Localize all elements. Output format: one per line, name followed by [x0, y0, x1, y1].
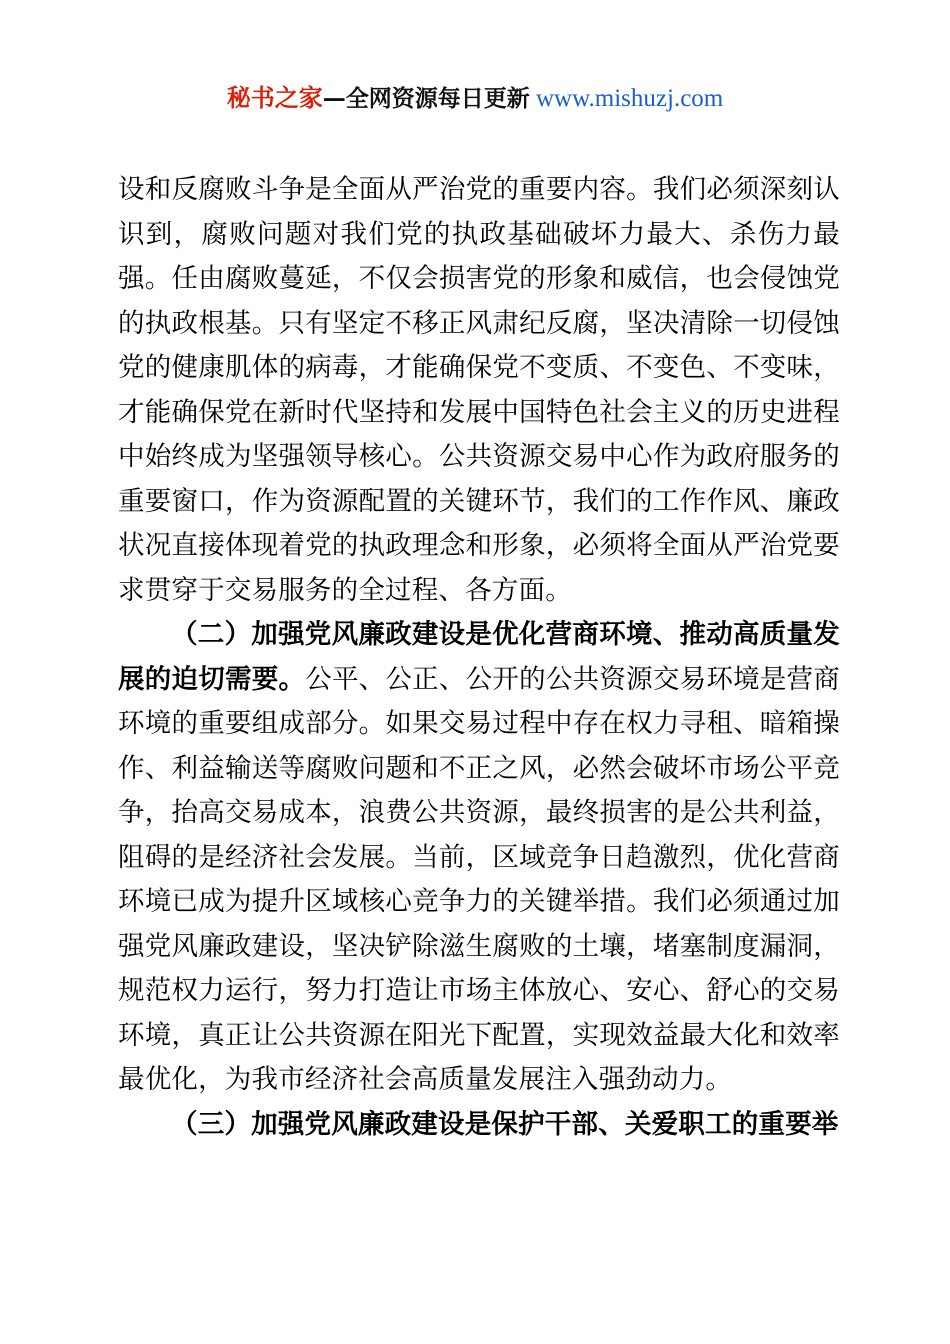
paragraph-2: [118, 613, 840, 1103]
site-brand: 秘书之家: [226, 84, 323, 112]
paragraph-2-text: 公平、公正、公开的公共资源交易环境是营商环境的重要组成部分。如果交易过程中存在权力寻租、暗箱操作、利益输送等腐败问题和不正之风，必然会破坏市场公平竞争，抬高交易成本，浪费公共资源，最终损害的是公共利益，阻碍的是经济社会发展。当前，区域竞争日趋激烈，优化营商环境已成为提升区域核心竞争力的关键举措。我们必须通过加强党风廉政建设，坚决铲除滋生腐败的土壤，堵塞制度漏洞，规范权力运行，努力打造让市场主体放心、安心、舒心的交易环境，真正让公共资源在阳光下配置，实现效益最大化和效率最优化，为我市经济社会高质量发展注入强劲动力。: [118, 663, 841, 1095]
site-tagline: —全网资源每日更新: [322, 86, 530, 112]
site-url[interactable]: www.mishuzj.com: [536, 85, 724, 112]
paragraph-3-heading: （三）加强党风廉政建设是保护干部、关爱职工的重要举: [171, 1108, 839, 1140]
paragraph-3: [118, 1103, 840, 1148]
site-header: [0, 84, 950, 114]
paragraph-2-heading: （二）加强党风廉政建设是优化营商环境、推动高质量发展的迫切需要。: [118, 619, 840, 695]
paragraph-1: 设和反腐败斗争是全面从严治党的重要内容。我们必须深刻认识到，腐败问题对我们党的执政基础破坏力最大、杀伤力最强。任由腐败蔓延，不仅会损害党的形象和威信，也会侵蚀党的执政根基。只有坚定不移正风肃纪反腐，坚决清除一切侵蚀党的健康肌体的病毒，才能确保党不变质、不变色、不变味，才能确保党在新时代坚持和发展中国特色社会主义的历史进程中始终成为坚强领导核心。公共资源交易中心作为政府服务的重要窗口，作为资源配置的关键环节，我们的工作作风、廉政状况直接体现着党的执政理念和形象，必须将全面从严治党要求贯穿于交易服务的全过程、各方面。: [118, 174, 840, 606]
page-footer: [0, 1304, 950, 1344]
document-body: [118, 168, 840, 1147]
